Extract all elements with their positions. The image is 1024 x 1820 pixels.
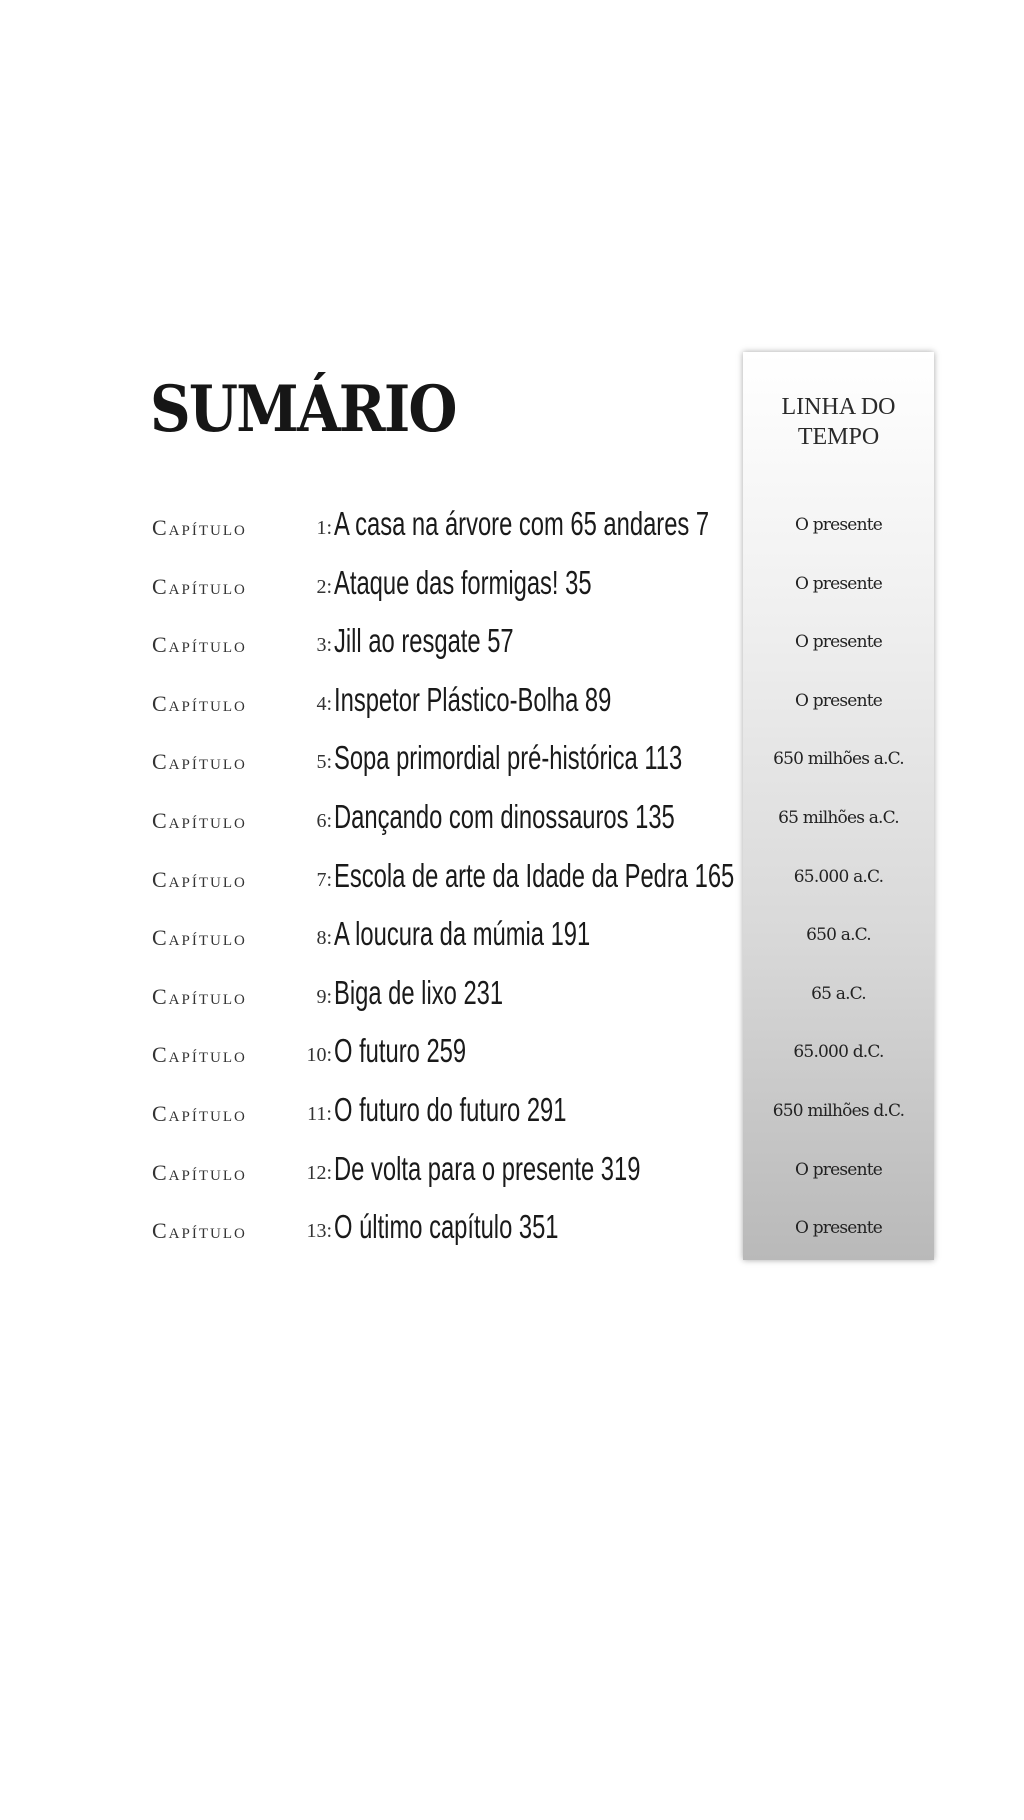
- chapter-number: 13:: [306, 1220, 332, 1243]
- toc-entry[interactable]: [0, 853, 1024, 903]
- toc-entry[interactable]: [0, 560, 1024, 610]
- chapter-title: Inspetor Plástico-Bolha 89: [334, 680, 612, 718]
- chapter-timeline-period: O presente: [794, 573, 883, 594]
- chapter-label: Capítulo: [152, 1042, 247, 1068]
- chapter-number: 6:: [316, 810, 332, 832]
- chapter-label: Capítulo: [152, 808, 247, 833]
- chapter-number: 3:: [316, 634, 332, 657]
- chapter-timeline-period: 65.000 a.C.: [793, 866, 884, 887]
- chapter-title: O futuro 259: [334, 1032, 467, 1070]
- chapter-label: Capítulo: [152, 1159, 247, 1185]
- chapter-label: Capítulo: [152, 925, 247, 951]
- chapter-number: 9:: [316, 985, 332, 1008]
- chapter-title: Sopa primordial pré-histórica 113: [334, 739, 683, 777]
- chapter-title: A casa na árvore com 65 andares 7: [334, 505, 710, 542]
- chapter-number: 2:: [316, 575, 332, 598]
- chapter-label: Capítulo: [152, 690, 247, 716]
- page-title: SUMÁRIO: [150, 372, 456, 447]
- chapter-timeline-period: 650 milhões a.C.: [773, 749, 904, 770]
- toc-entry[interactable]: [0, 1146, 1024, 1196]
- chapter-title: Dançando com dinossauros 135: [334, 798, 675, 835]
- chapter-label: Capítulo: [152, 1218, 247, 1244]
- chapter-timeline-period: 650 milhões d.C.: [772, 1101, 905, 1121]
- chapter-number: 7:: [316, 868, 332, 891]
- chapter-timeline-period: O presente: [794, 632, 883, 653]
- chapter-timeline-period: 65 milhões a.C.: [778, 808, 899, 828]
- chapter-title: O futuro do futuro 291: [334, 1091, 567, 1128]
- chapter-label: Capítulo: [152, 866, 247, 892]
- chapter-timeline-period: O presente: [794, 515, 883, 535]
- chapter-timeline-period: 650 a.C.: [806, 925, 871, 946]
- chapter-timeline-period: 65.000 d.C.: [793, 1042, 884, 1063]
- chapter-label: Capítulo: [152, 749, 247, 775]
- chapter-timeline-period: O presente: [794, 1218, 883, 1239]
- chapter-title: Biga de lixo 231: [334, 973, 504, 1011]
- toc-entry[interactable]: [0, 618, 1024, 668]
- chapter-timeline-period: 65 a.C.: [811, 983, 866, 1004]
- chapter-number: 12:: [306, 1161, 332, 1184]
- timeline-header-line1: LINHA DO: [781, 394, 896, 420]
- toc-entry[interactable]: [0, 735, 1024, 785]
- chapter-timeline-period: O presente: [794, 1159, 883, 1180]
- chapter-timeline-period: O presente: [794, 690, 883, 711]
- toc-entry[interactable]: [0, 677, 1024, 727]
- chapter-title: Jill ao resgate 57: [334, 622, 514, 660]
- chapter-title: Ataque das formigas! 35: [334, 563, 592, 601]
- chapter-label: Capítulo: [152, 1101, 247, 1126]
- chapter-label: Capítulo: [152, 983, 247, 1009]
- toc-entry[interactable]: [0, 1204, 1024, 1254]
- chapter-number: 5:: [316, 751, 332, 774]
- chapter-label: Capítulo: [152, 632, 247, 658]
- chapter-number: 11:: [307, 1103, 332, 1125]
- chapter-label: Capítulo: [152, 573, 247, 599]
- toc-entry[interactable]: [0, 501, 1024, 551]
- chapter-title: A loucura da múmia 191: [334, 915, 591, 953]
- chapter-number: 10:: [306, 1044, 332, 1067]
- chapter-number: 4:: [316, 692, 332, 715]
- toc-entry[interactable]: [0, 1028, 1024, 1078]
- timeline-header-line2: TEMPO: [797, 424, 880, 450]
- chapter-title: O último capítulo 351: [334, 1208, 559, 1246]
- toc-entry[interactable]: [0, 911, 1024, 961]
- timeline-header: [743, 392, 934, 452]
- chapter-title: De volta para o presente 319: [334, 1149, 641, 1187]
- chapter-number: 1:: [316, 517, 332, 539]
- chapter-title: Escola de arte da Idade da Pedra 165: [334, 856, 735, 894]
- toc-entry[interactable]: [0, 794, 1024, 844]
- chapter-label: Capítulo: [152, 515, 247, 540]
- toc-entry[interactable]: [0, 970, 1024, 1020]
- toc-entry[interactable]: [0, 1087, 1024, 1137]
- chapter-number: 8:: [316, 927, 332, 950]
